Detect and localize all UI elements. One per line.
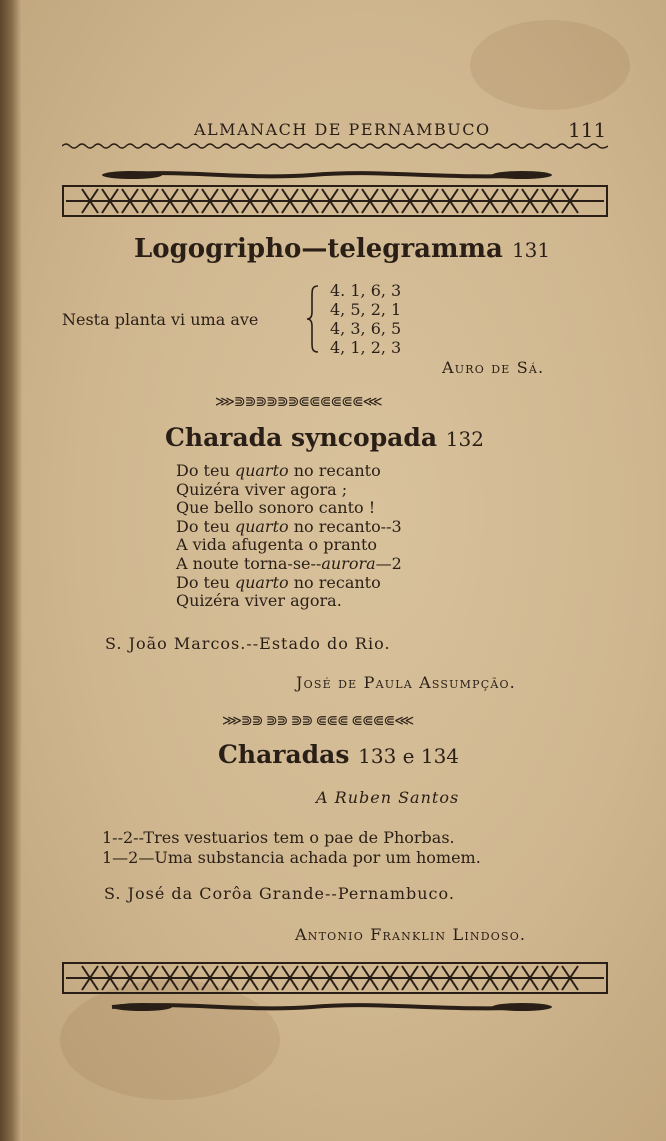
code-row: 4, 5, 2, 1 [330,300,402,319]
page-number: 111 [568,118,607,142]
wavy-rule [62,140,608,152]
ornament-rule-bottom [62,1000,608,1014]
title-text: Charada syncopada [165,423,438,452]
code-row: 4, 3, 6, 5 [330,319,402,338]
title-text: Logogripho—telegramma [134,234,503,264]
poem-line: Quizéra viver agora. [176,591,342,611]
puzzle-132-title [165,423,484,452]
poem-line: Do teu quarto no recanto--3 [176,516,402,536]
ornament-lattice-top [62,185,608,217]
curly-brace [306,284,320,354]
book-binding [0,0,22,1141]
poem [176,462,402,611]
ornament-rule-top [62,168,608,182]
charada-clues [102,828,481,868]
poem-line: Que bello sonoro canto ! [176,498,376,518]
puzzle-number: 131 [511,238,551,262]
puzzle-133-134-title [218,740,459,769]
puzzle-number: 132 [445,427,484,451]
poem-line: A noute torna-se--aurora—2 [176,553,402,573]
ornament-lattice-bottom [62,962,608,994]
puzzle-number: 133 e 134 [358,744,460,768]
poem-line: Do teu quarto no recanto [176,461,381,480]
fleuron-divider: ⋙⋑⋑ ⋑⋑ ⋑⋑ ⋐⋐⋐ ⋐⋐⋐⋐⋘ [222,713,414,729]
clue-line: 1—2—Uma substancia achada por um homem. [102,848,481,867]
author-signature: Auro de Sá. [442,358,545,377]
fleuron-divider: ⋙⋑⋑⋑⋑⋑⋑⋐⋐⋐⋐⋐⋐⋘ [215,394,382,410]
poem-line: Quizéra viver agora ; [176,479,348,499]
place-line: S. José da Corôa Grande--Pernambuco. [104,884,455,903]
running-title: ALMANACH DE PERNAMBUCO [194,120,491,139]
place-line: S. João Marcos.--Estado do Rio. [105,634,391,653]
title-text: Charadas [218,740,350,769]
clue-line: 1--2--Tres vestuarios tem o pae de Phorbas. [102,828,455,847]
dedication: A Ruben Santos [316,788,460,807]
author-signature: José de Paula Assumpção. [296,673,516,692]
poem-line: A vida afugenta o pranto [176,535,378,555]
number-codes [330,281,401,357]
poem-line: Do teu quarto no recanto [176,572,381,592]
code-row: 4. 1, 6, 3 [330,281,402,300]
paper-stain [470,20,630,110]
author-signature: Antonio Franklin Lindoso. [295,925,527,944]
puzzle-131-title [134,234,550,264]
paper-stain [60,980,280,1100]
code-row: 4, 1, 2, 3 [330,338,402,357]
clue-text: Nesta planta vi uma ave [62,310,259,329]
logogripho-clue [62,310,258,329]
